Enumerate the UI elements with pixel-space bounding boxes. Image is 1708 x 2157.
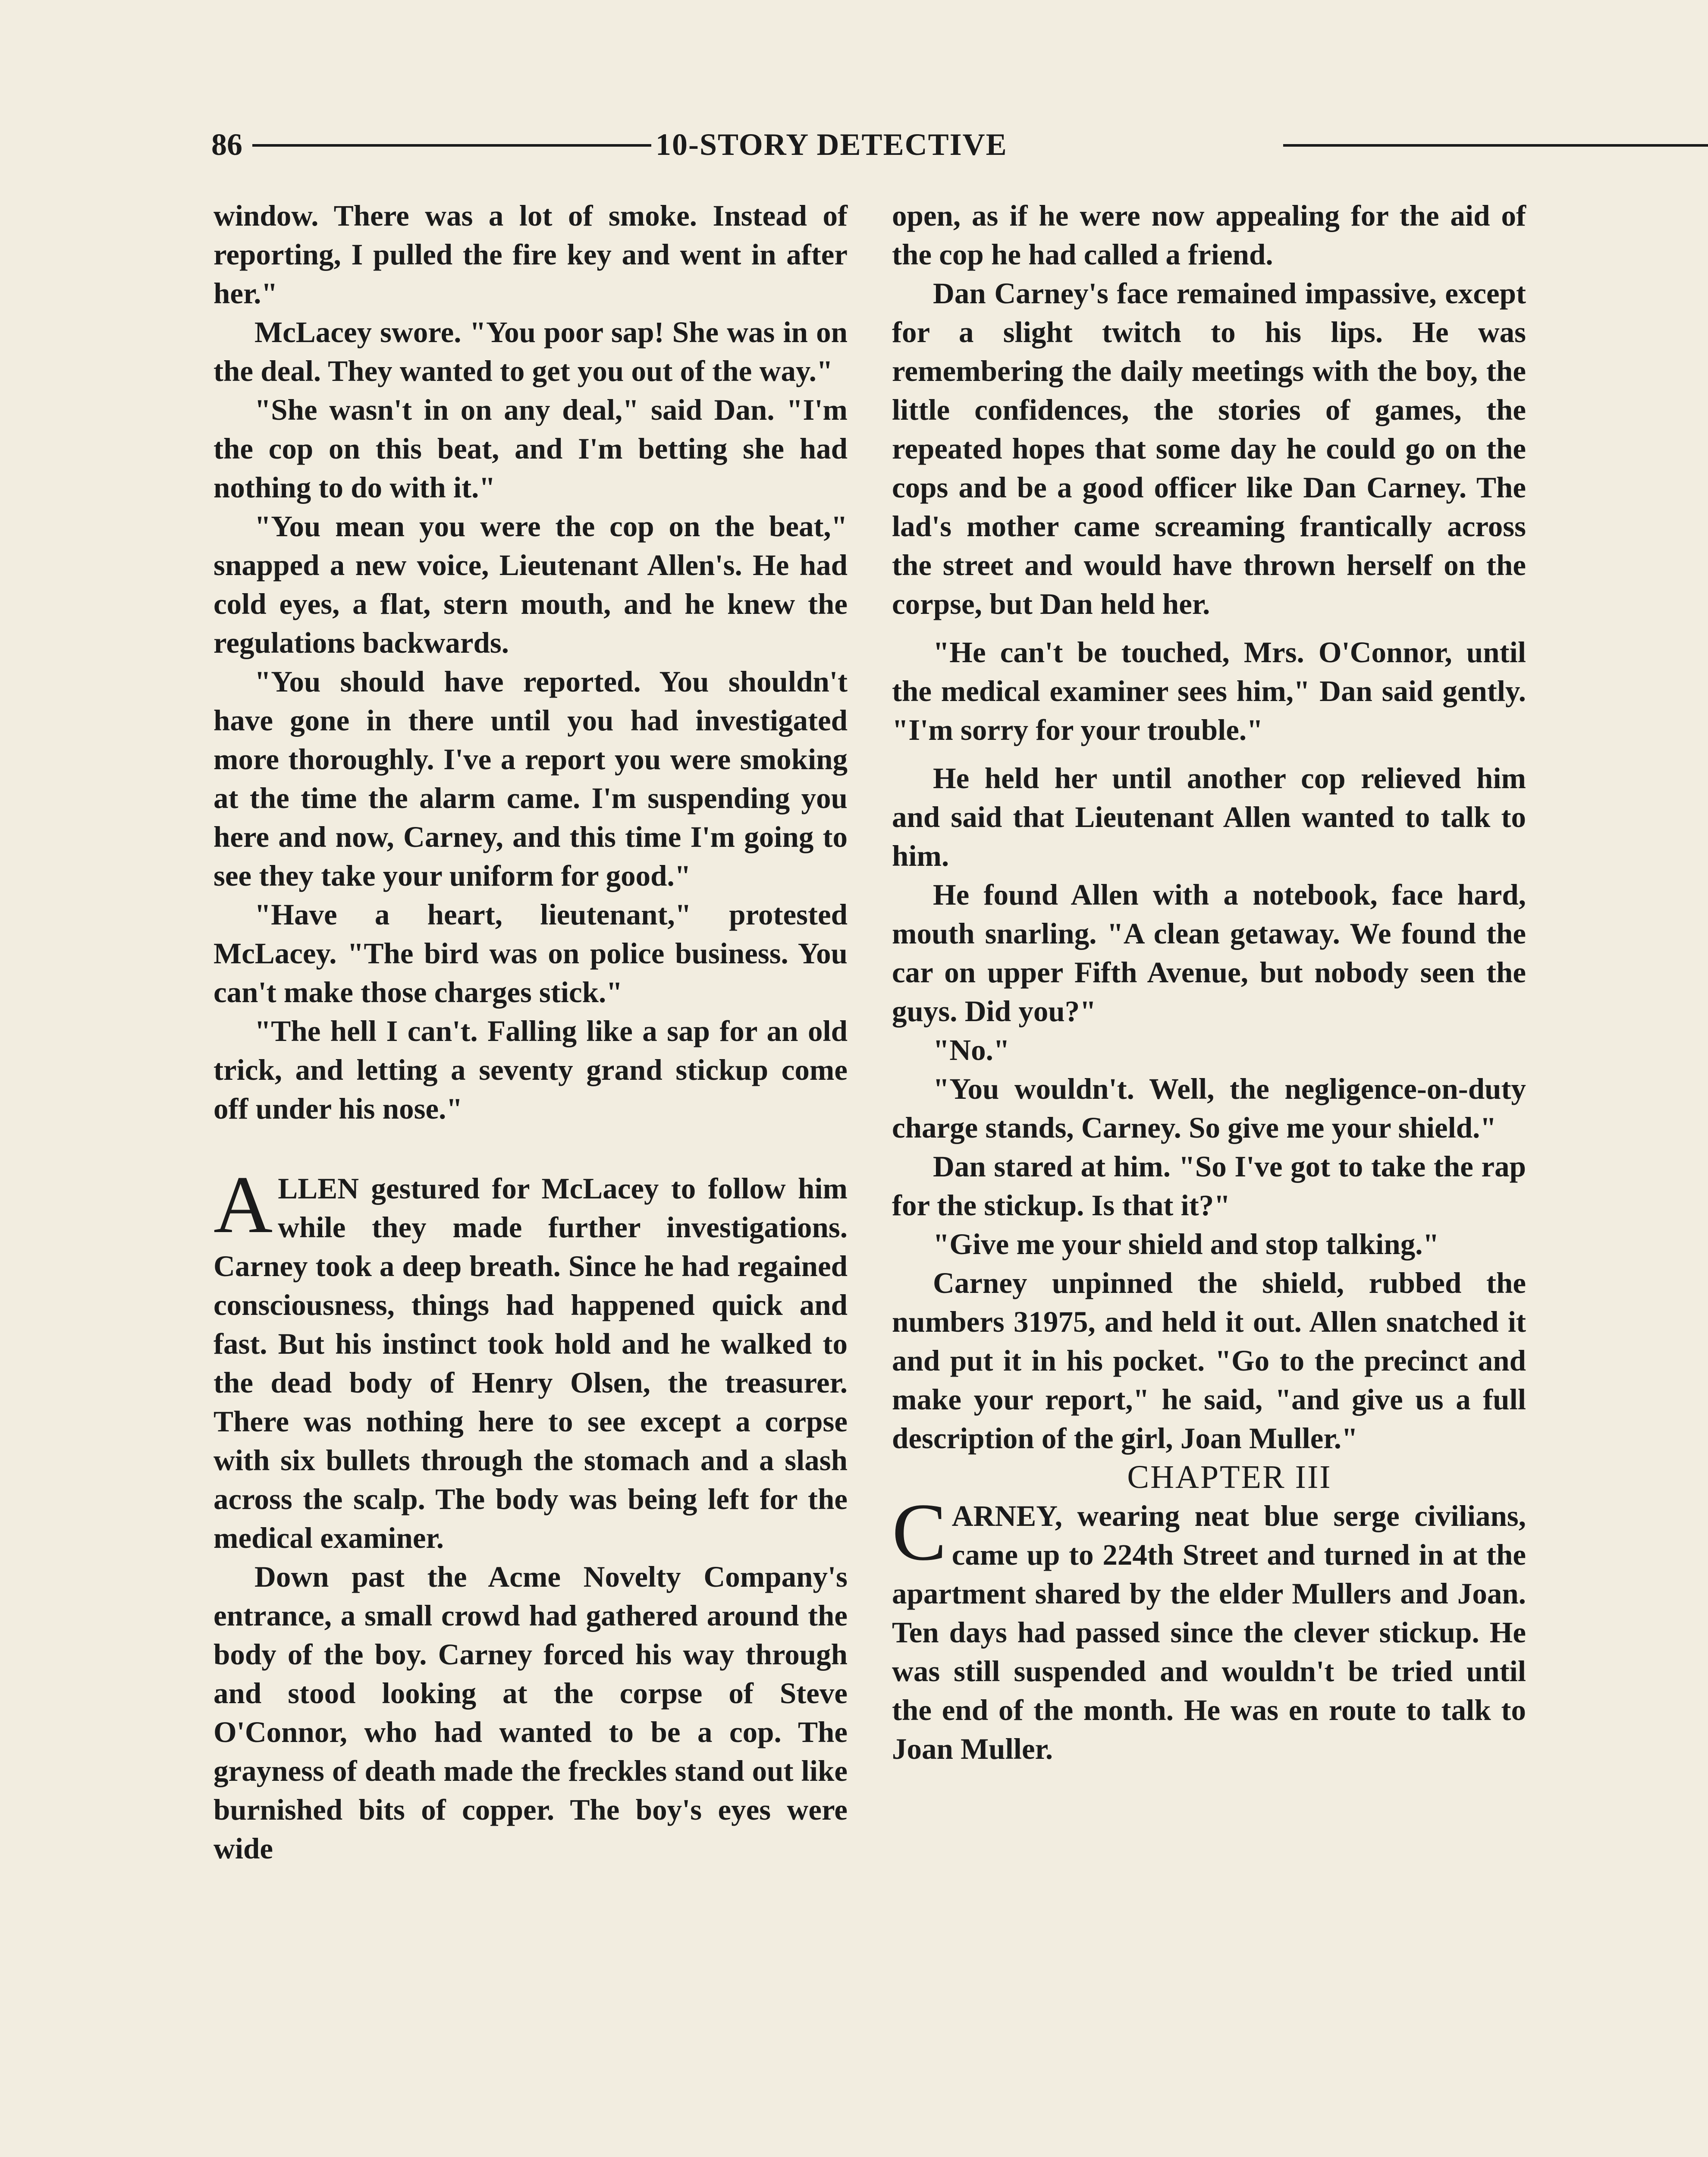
page-header: [211, 121, 1523, 168]
paragraph: open, as if he were now appealing for the aid of the cop he had called a friend.: [892, 199, 1526, 271]
paragraph: "Give me your shield and stop talking.": [933, 1228, 1439, 1261]
paragraph: "You should have reported. You shouldn't have gone in there until you had investigated more thoroughly. I've a report you were smoking at the time the alarm came. I'm suspending you here and now, Carney, and this time I'm going to see they take your uniform for good.": [214, 665, 848, 892]
drop-cap: C: [892, 1487, 947, 1578]
header-rule-right: [1283, 144, 1708, 147]
paragraph: He held her until another cop relieved him and said that Lieutenant Allen wanted to talk to him.: [892, 762, 1526, 872]
magazine-title: 10-STORY DETECTIVE: [656, 127, 1008, 162]
paragraph-text: LLEN gestured for McLacey to follow him while they made further investigations. Carney took a deep breath. Since he had regained consciousness, things had happened quick and fast. But his instinct took hold and he walked to the dead body of Henry Olsen, the treasurer. There was nothing here to see except a corpse with six bullets through the stomach and a slash across the scalp. The body was being left for the medical examiner.: [214, 1172, 848, 1554]
paragraph: "You mean you were the cop on the beat," snapped a new voice, Lieutenant Allen's. He had cold eyes, a flat, stern mouth, and he knew the regulations backwards.: [214, 510, 848, 659]
header-rule-left: [252, 144, 651, 147]
paragraph: He found Allen with a notebook, face hard, mouth snarling. "A clean getaway. We found the car on upper Fifth Avenue, but nobody seen the guys. Did you?": [892, 878, 1526, 1028]
section-paragraph: [214, 1160, 848, 1557]
paragraph: "He can't be touched, Mrs. O'Connor, until the medical examiner sees him," Dan said gently. "I'm sorry for your trouble.": [892, 636, 1526, 746]
left-column: [214, 196, 848, 1868]
paragraph: "You wouldn't. Well, the negligence-on-duty charge stands, Carney. So give me your shield.": [892, 1072, 1526, 1144]
paragraph: "The hell I can't. Falling like a sap for an old trick, and letting a seventy grand stickup come off under his nose.": [214, 1015, 848, 1125]
section-paragraph: [892, 1487, 1526, 1768]
page-number: 86: [211, 127, 242, 162]
paragraph: "Have a heart, lieutenant," protested McLacey. "The bird was on police business. You can't make those charges stick.": [214, 898, 848, 1009]
paragraph: McLacey swore. "You poor sap! She was in on the deal. They wanted to get you out of the way.": [214, 316, 848, 387]
paragraph: Down past the Acme Novelty Company's entrance, a small crowd had gathered around the body of the boy. Carney forced his way through and stood looking at the corpse of Steve O'Connor, who had wanted to be a cop. The grayness of death made the freckles stand out like burnished bits of copper. The boy's eyes were wide: [214, 1560, 848, 1865]
paragraph-text: ARNEY, wearing neat blue serge civilians, came up to 224th Street and turned in at the apartment shared by the elder Mullers and Joan. Ten days had passed since the clever stickup. He was still suspended and wouldn't be tried until the end of the month. He was en route to talk to Joan Muller.: [892, 1500, 1526, 1765]
drop-cap: A: [214, 1160, 273, 1250]
paragraph: Carney unpinned the shield, rubbed the numbers 31975, and held it out. Allen snatched it and put it in his pocket. "Go to the precinct and make your report," he said, "and give us a full description of the girl, Joan Muller.": [892, 1267, 1526, 1455]
right-column: [892, 196, 1526, 1768]
paragraph: "She wasn't in on any deal," said Dan. "I'm the cop on this beat, and I'm betting she had nothing to do with it.": [214, 393, 848, 504]
chapter-heading: CHAPTER III: [1127, 1459, 1332, 1495]
paragraph: Dan Carney's face remained impassive, except for a slight twitch to his lips. He was remembering the daily meetings with the boy, the little confidences, the stories of games, the repeated hopes that some day he could go on the cops and be a good officer like Dan Carney. The lad's mother came screaming frantically across the street and would have thrown herself on the corpse, but Dan held her.: [892, 277, 1526, 620]
paragraph: "No.": [933, 1034, 1010, 1066]
paragraph: window. There was a lot of smoke. Instead of reporting, I pulled the fire key and went in after her.": [214, 199, 848, 310]
paragraph: Dan stared at him. "So I've got to take the rap for the stickup. Is that it?": [892, 1150, 1526, 1222]
